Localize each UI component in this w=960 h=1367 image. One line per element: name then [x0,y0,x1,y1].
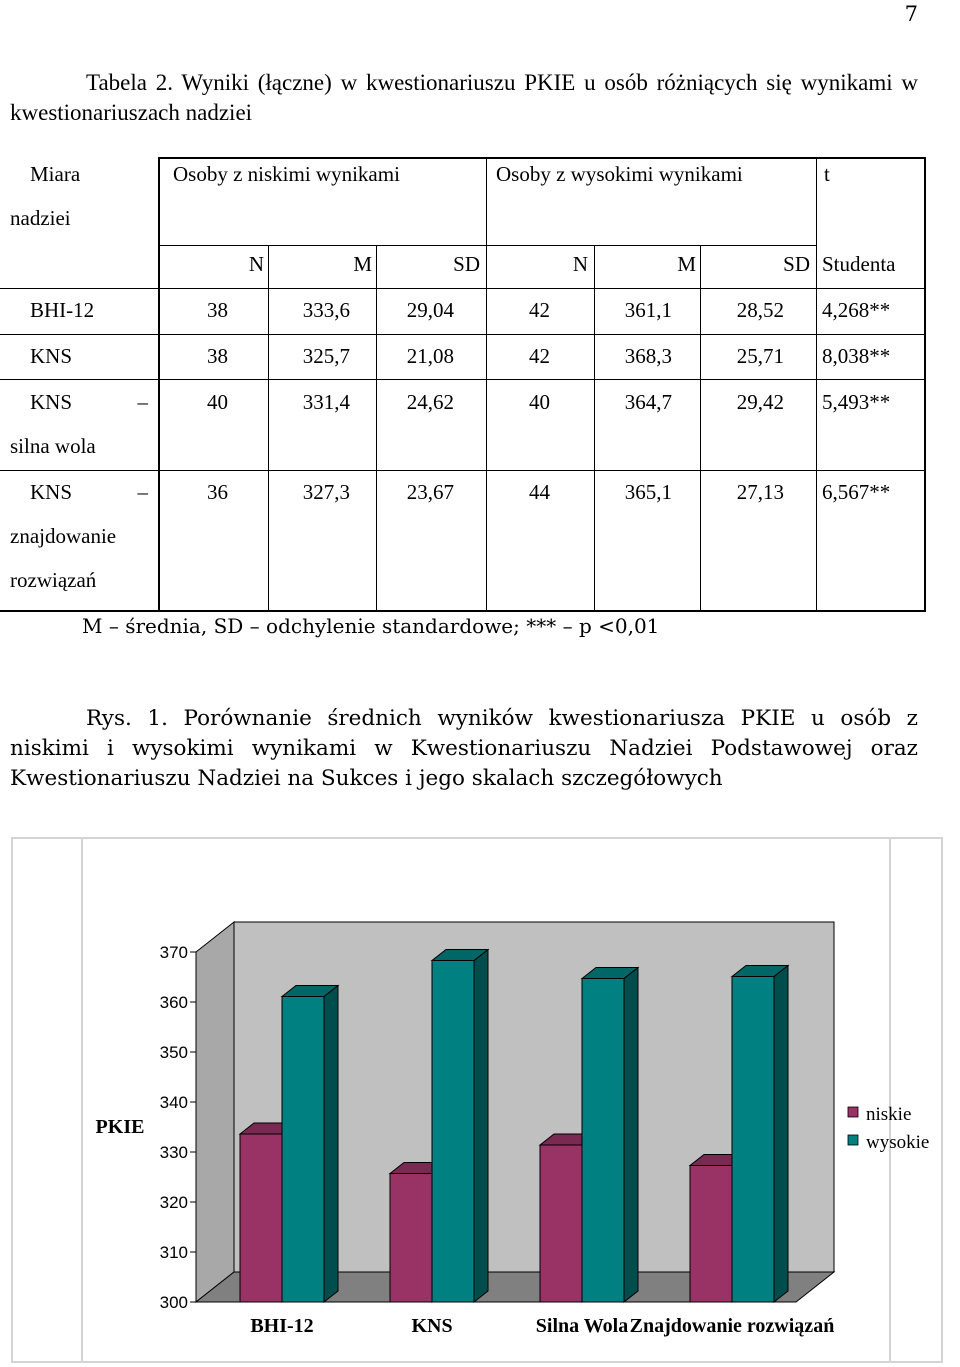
legend-swatch-niskie [848,1107,858,1117]
row-cell: 23,67 [406,480,454,504]
row-cell: 40 [529,390,550,414]
row-cell: 29,04 [406,298,454,322]
bar-wysokie-0 [282,986,338,1303]
row-label: KNS – [30,480,148,504]
row-cell: 29,42 [736,390,784,414]
legend-label-wysokie: wysokie [866,1132,930,1153]
row-label-2: silna wola [10,434,96,458]
bar-side [324,986,338,1303]
bar-wysokie-1 [432,950,488,1303]
subheader-sd-low: SD [453,252,480,276]
row-cell: 21,08 [406,344,454,368]
table-note: M – średnia, SD – odchylenie standardowe; *** – p <0,01 [82,614,660,638]
row-cell: 365,1 [624,480,672,504]
table-caption-text: Wyniki (łączne) w kwestionariuszu PKIE u osób różniących się wynikami w kwestionariuszach nadziei [10,70,918,125]
row-cell: 42 [529,344,550,368]
row-cell: 27,13 [736,480,784,504]
y-tick-label: 370 [159,943,188,962]
x-tick-label: KNS [411,1315,453,1337]
row-label-2: znajdowanie [10,524,117,548]
row-cell: 40 [207,390,228,414]
x-tick-label: Silna Wola [535,1315,629,1337]
subheader-m-high: M [677,252,696,276]
y-axis-label: PKIE [95,1116,145,1138]
bar-side [624,968,638,1303]
row-cell: 24,62 [406,390,454,414]
row-label: KNS – [30,390,148,414]
bar-wysokie-3 [732,966,788,1303]
bar-front [240,1134,282,1302]
figure-caption-lead: Rys. 1. [86,706,168,731]
bar-front [432,961,474,1303]
bar-front [390,1174,432,1303]
row-cell: 44 [529,480,550,504]
header-low-group: Osoby z niskimi wynikami [173,162,400,186]
y-tick-label: 350 [159,1043,188,1062]
legend-swatch-wysokie [848,1135,858,1145]
y-tick-label: 320 [159,1193,188,1212]
chart-side-wall [196,922,234,1302]
row-cell: 38 [207,298,228,322]
row-label: KNS [30,344,73,368]
bar-side [474,950,488,1303]
legend-label-niskie: niskie [866,1104,912,1125]
row-cell-t: 6,567** [822,480,891,504]
x-tick-label: Znajdowanie rozwiązań [629,1315,835,1337]
subheader-m-low: M [353,252,372,276]
row-cell: 327,3 [302,480,350,504]
subheader-sd-high: SD [783,252,810,276]
row-label: BHI-12 [30,298,95,322]
row-cell: 42 [529,298,550,322]
bar-wysokie-2 [582,968,638,1303]
row-cell: 28,52 [736,298,784,322]
row-cell: 38 [207,344,228,368]
bar-front [732,977,774,1303]
row-cell-t: 8,038** [822,344,891,368]
y-tick-label: 330 [159,1143,188,1162]
header-measure-2: nadziei [10,206,71,230]
header-t-2: Studenta [822,252,896,276]
header-t: t [824,162,830,186]
row-cell: 333,6 [302,298,350,322]
subheader-n-high: N [572,252,588,276]
row-cell: 331,4 [302,390,350,414]
header-measure: Miara [30,162,81,186]
row-cell-t: 4,268** [822,298,891,322]
row-cell: 361,1 [624,298,672,322]
page-number: 7 [904,2,918,26]
row-cell: 364,7 [624,390,672,414]
bar-front [282,997,324,1303]
y-tick-label: 340 [159,1093,188,1112]
figure-caption-text: Porównanie średnich wyników kwestionariusza PKIE u osób z niskimi i wysokimi wynikami w Kwestionariuszu Nadziei Podstawowej oraz Kwestionariuszu Nadziei na Sukces i jego skalach szczegółowych [10,706,918,791]
row-cell: 25,71 [736,344,784,368]
header-high-group: Osoby z wysokimi wynikami [496,162,743,186]
bar-front [582,979,624,1303]
row-cell-t: 5,493** [822,390,891,414]
row-label-3: rozwiązań [10,568,97,592]
y-tick-label: 360 [159,993,188,1012]
subheader-n-low: N [248,252,264,276]
bar-front [690,1166,732,1303]
row-cell: 368,3 [624,344,672,368]
bar-front [540,1145,582,1302]
table-caption-lead: Tabela 2. [86,70,173,95]
x-tick-label: BHI-12 [250,1315,314,1337]
y-tick-label: 310 [159,1243,188,1262]
row-cell: 325,7 [302,344,350,368]
bar-side [774,966,788,1303]
row-cell: 36 [207,480,228,504]
y-tick-label: 300 [159,1293,188,1312]
